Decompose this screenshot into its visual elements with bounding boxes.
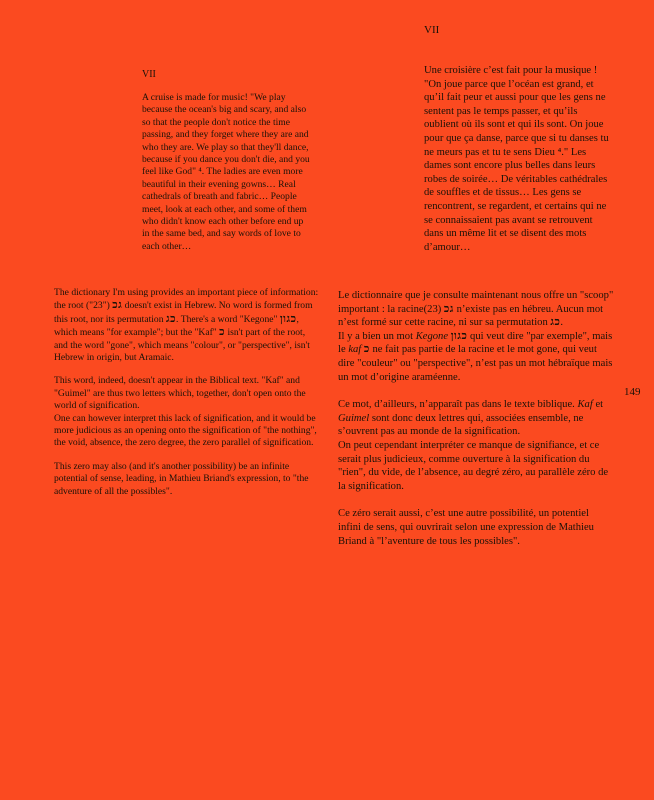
right-zero-paragraph: Ce zéro serait aussi, c’est une autre possibilité, un potentiel infini de sens, qui ouvrirait selon une expression de Mathieu Briand à "l’aventure de tous les possibles". (338, 508, 594, 547)
text: Ce mot, d’ailleurs, n’apparaît pas dans le texte biblique. (338, 399, 575, 411)
text: , which means "for example"; but the "Kaf" (54, 313, 299, 339)
text: . (560, 317, 564, 329)
text: Il y a bien un mot (338, 330, 414, 342)
page-number: 149 (624, 386, 641, 398)
text: ("23") doesn't exist in Hebrew. No word is formed from this root, nor its permutation (54, 300, 313, 325)
text: et (595, 399, 604, 411)
right-interpretation-paragraph: On peut cependant interpréter ce manque de signifiance, et ce serait plus judicieux, comme ouverture à la signification du "rien", du vide, de l’absence, au degré zéro, au parallèle zéro de la signification. (338, 439, 609, 492)
hebrew-permutation: כג (550, 316, 561, 329)
text: sont donc deux lettres qui, associées ensemble, ne s’ouvrent pas au monde de la signification. (338, 412, 584, 438)
left-intro-paragraph: A cruise is made for music! "We play because the ocean's big and scary, and also so that the people don't notice the time passing, and they forget where they are and who they are. We play so that they'll dance, because if you dance you don't die, and you feel like God" ⁴. The ladies are even more beautiful in their evening gowns… Real cathedrals of breath and fabric… People meet, look at each other, and some of them who didn't know each other before end up in the same bed, and say words of love to each other… (142, 92, 310, 252)
right-dictionary-paragraph (338, 289, 614, 330)
kaf-word: Kaf (577, 399, 593, 411)
hebrew-kaf: כ (219, 326, 226, 339)
kaf-word: kaf (348, 344, 362, 356)
left-chapter-heading: VII (142, 69, 156, 80)
text: ne fait pas partie de la racine et le mot gone, qui veut dire "couleur" ou "perspective", n’est pas un mot hébraïque mais un mot d’origine araméenne. (338, 344, 613, 383)
hebrew-root: גכ (443, 302, 454, 315)
text: qui veut dire "par exemple", mais le (338, 330, 613, 356)
hebrew-kaf: כ (363, 343, 370, 356)
text: isn't part of the root, and the word "gone", which means "colour", or "perspective", isn't Hebrew in origin, but Aramaic. (54, 327, 310, 364)
left-body-text (54, 287, 320, 498)
hebrew-permutation: כג (165, 312, 176, 325)
guimel-word: Guimel (338, 412, 370, 424)
left-biblical-paragraph: This word, indeed, doesn't appear in the Biblical text. "Kaf" and "Guimel" are thus two letters which, together, don't open onto the world of signification. (54, 375, 306, 412)
text: (23) n’existe pas en hébreu. Aucun mot n’est formé sur cette racine, ni sur sa permutation (338, 303, 604, 329)
text: The dictionary I'm using provides an important piece of information: the root (54, 287, 319, 312)
left-interpretation-paragraph: One can however interpret this lack of signification, and it would be more judicious as an opening onto the signification of "the nothing", the void, absence, the zero degree, the zero parallel of signification. (54, 412, 317, 449)
hebrew-kegone: כגון (450, 329, 468, 342)
hebrew-root: גכ (112, 299, 123, 312)
left-dictionary-paragraph (54, 287, 320, 364)
text: Le dictionnaire que je consulte maintenant nous offre un "scoop" important : la racine (338, 290, 614, 315)
hebrew-kegone: כגון (279, 312, 297, 325)
text: . There's a word "Kegone" (175, 313, 278, 325)
right-biblical-paragraph (338, 398, 614, 439)
right-body-text (338, 289, 614, 548)
right-intro-paragraph: Une croisière c’est fait pour la musique ! "On joue parce que l’océan est grand, et qu’il fait peur et aussi pour que les gens ne sentent pas le temps passer, et qu’ils oublient où ils sont et qui ils sont. On joue pour que ça danse, parce que si tu danses tu ne meurs pas et tu te sens Dieu ⁴." Les dames sont encore plus belles dans leurs robes de soirée… De véritables cathédrales de souffles et de tissus… Les gens se rencontrent, se regardent, et certains qui ne se connaissaient pas avant se retrouvent dans un même lit et se disent des mots d’amour… (424, 65, 609, 253)
left-zero-paragraph: This zero may also (and it's another possibility) be an infinite potential of sense, leading, in Mathieu Briand's expression, to "the adventure of all the possibles". (54, 460, 309, 497)
right-chapter-heading: VII (424, 24, 440, 36)
kegone-word: Kegone (415, 330, 449, 342)
right-kegone-paragraph (338, 330, 614, 384)
